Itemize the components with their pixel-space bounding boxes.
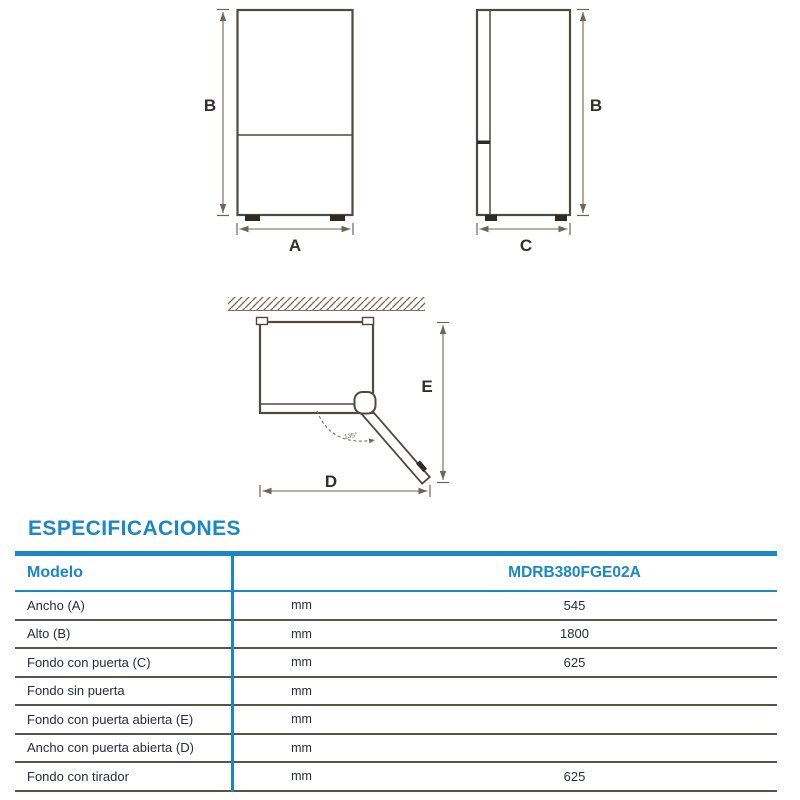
front-width-dimension xyxy=(237,223,353,255)
side-depth-label: C xyxy=(519,236,533,255)
row-unit: mm xyxy=(291,769,312,784)
front-width-label: A xyxy=(288,236,302,255)
open-width-label: D xyxy=(324,472,338,491)
open-depth-label: E xyxy=(421,377,433,396)
table-row xyxy=(15,621,777,650)
front-height-dimension xyxy=(204,10,229,216)
row-value: 545 xyxy=(563,597,586,613)
front-height-label: B xyxy=(203,96,217,115)
row-label: Fondo con puerta abierta (E) xyxy=(27,711,194,727)
side-height-label: B xyxy=(589,96,603,115)
model-number: MDRB380FGE02A xyxy=(508,564,641,581)
row-label: Fondo con puerta (C) xyxy=(27,654,151,670)
spec-table xyxy=(15,551,777,792)
row-value: 625 xyxy=(563,768,586,784)
row-label: Ancho (A) xyxy=(27,597,85,613)
row-unit: mm xyxy=(291,712,312,727)
side-view-rear-foot xyxy=(555,215,567,221)
front-view-left-foot xyxy=(245,215,260,221)
side-height-dimension xyxy=(577,10,602,216)
open-width-dimension xyxy=(260,472,430,497)
side-view-front-foot xyxy=(485,215,497,221)
table-row xyxy=(15,735,777,764)
row-label: Fondo sin puerta xyxy=(27,683,125,699)
row-value: 625 xyxy=(563,654,586,670)
model-column-header: Modelo xyxy=(27,564,83,581)
page-title: ESPECIFICACIONES xyxy=(28,517,241,540)
table-row xyxy=(15,649,777,678)
door-hinge xyxy=(355,392,376,414)
side-view-cabinet xyxy=(477,10,570,215)
side-view-handle xyxy=(477,141,490,145)
top-view-diagram xyxy=(228,297,449,497)
door-angle-label: 135° xyxy=(343,431,359,441)
open-depth-dimension xyxy=(421,323,449,483)
table-row xyxy=(15,592,777,621)
right-wall-spacer xyxy=(363,318,374,325)
row-unit: mm xyxy=(291,598,312,613)
row-unit: mm xyxy=(291,683,312,698)
row-label: Alto (B) xyxy=(27,626,71,642)
row-value: 1800 xyxy=(560,626,589,642)
table-row xyxy=(15,706,777,735)
row-unit: mm xyxy=(291,626,312,641)
left-wall-spacer xyxy=(257,318,268,325)
row-unit: mm xyxy=(291,740,312,755)
table-header-row xyxy=(15,556,777,592)
row-label: Fondo con tirador xyxy=(27,768,129,784)
side-depth-dimension xyxy=(477,223,570,255)
table-row xyxy=(15,678,777,707)
front-view-right-foot xyxy=(330,215,345,221)
front-view-cabinet xyxy=(238,10,353,215)
table-column-divider xyxy=(231,551,234,792)
row-unit: mm xyxy=(291,655,312,670)
front-view-diagram xyxy=(204,10,353,256)
table-row xyxy=(15,763,777,792)
wall-hatching xyxy=(228,297,425,310)
row-label: Ancho con puerta abierta (D) xyxy=(27,740,194,756)
side-view-diagram xyxy=(477,10,602,256)
